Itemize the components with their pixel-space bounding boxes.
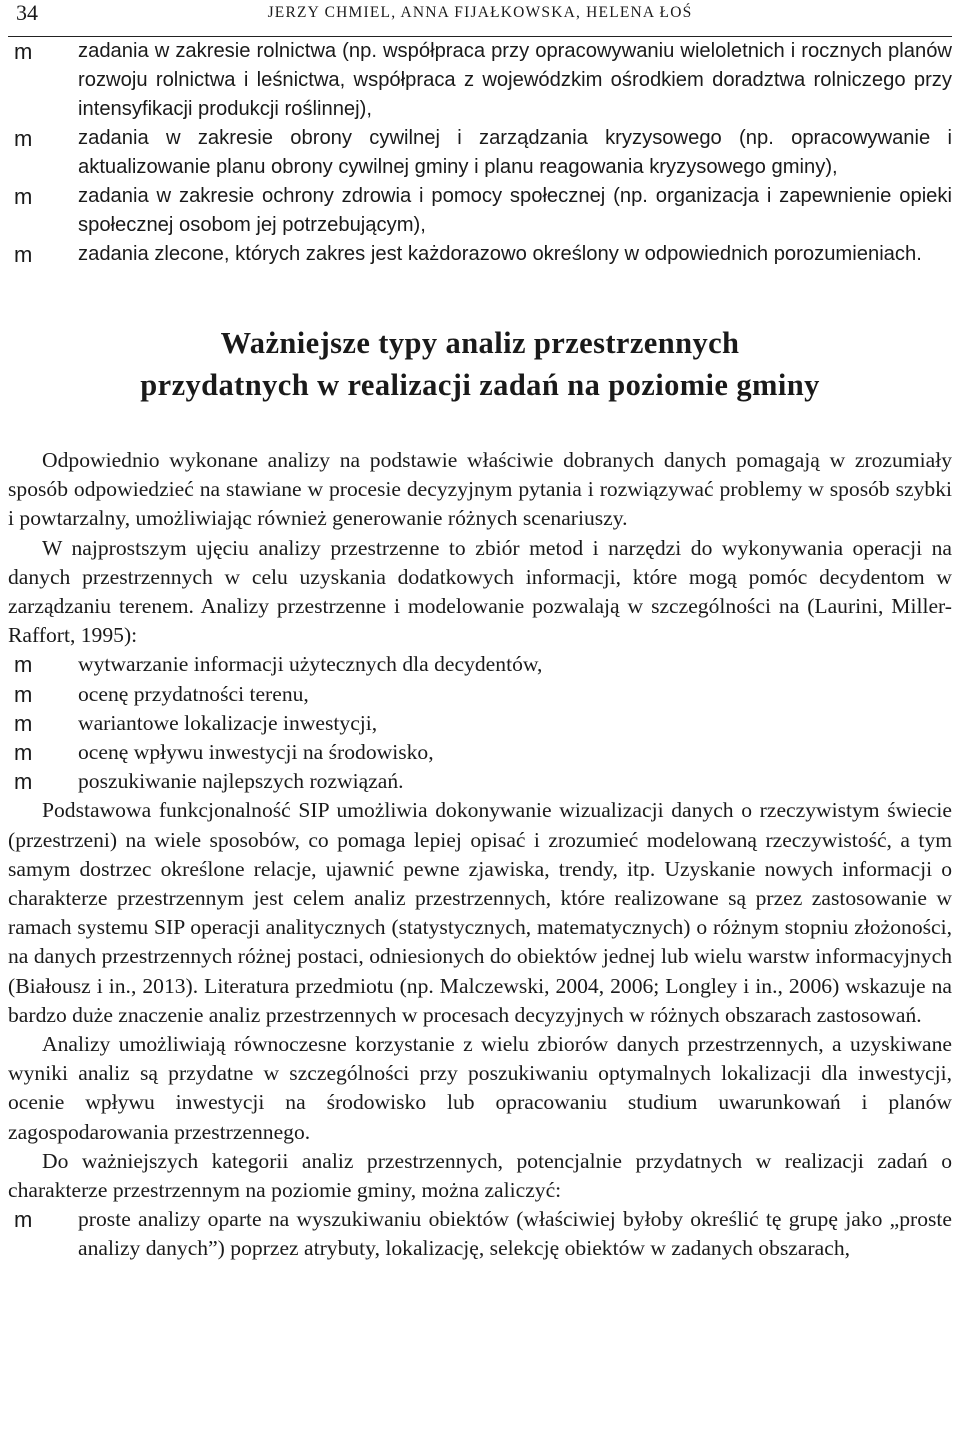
paragraph: Do ważniejszych kategorii analiz przestrzennych, potencjalnie przydatnych w realizacji zadań o charakterze przestrzennym na poziomie gminy, można zaliczyć: xyxy=(8,1148,952,1203)
list-item: m wytwarzanie informacji użytecznych dla decydentów, xyxy=(8,650,952,679)
section-title: Ważniejsze typy analiz przestrzennych przydatnych w realizacji zadań na poziomie gminy xyxy=(140,326,820,402)
bullet-icon: m xyxy=(14,740,33,766)
list-item: m zadania w zakresie obrony cywilnej i zarządzania kryzysowego (np. opracowywanie i aktualizowanie planu obrony cywilnej gminy i planu reagowania kryzysowego gminy), xyxy=(14,126,952,178)
page-header xyxy=(8,0,952,37)
list-item: m wariantowe lokalizacje inwestycji, xyxy=(8,709,952,738)
task-list xyxy=(8,37,952,269)
paragraph: Podstawowa funkcjonalność SIP umożliwia dokonywanie wizualizacji danych o rzeczywistym świecie (przestrzeni) na wiele sposobów, co pomaga lepiej opisać i zrozumieć modelowaną rzeczywistość, a tym samym dostrzec określone relacje, ujawnić pewne zjawiska, trendy, itp. Uzyskanie nowych informacji o charakterze przestrzennym jest celem analiz przestrzennych, które realizowane są przez zastosowanie w ramach systemu SIP operacji analitycznych (statystycznych, matematycznych) o różnym stopniu złożoności, na danych przestrzennych różnej postaci, odniesionych do obiektów jednej lub wielu warstw informacyjnych (Białousz i in., 2013). Literatura przedmiotu (np. Malczewski, 2004, 2006; Longley i in., 2006) wskazuje na bardzo duże znaczenie analiz przestrzennych w procesach decyzyjnych w różnych obszarach zastosowań. xyxy=(8,798,952,1027)
running-head: JERZY CHMIEL, ANNA FIJAŁKOWSKA, HELENA ŁOŚ xyxy=(267,4,693,21)
list-item: m zadania w zakresie rolnictwa (np. współpraca przy opracowywaniu wieloletnich i rocznych planów rozwoju rolnictwa i leśnictwa, współpraca z wojewódzkim ośrodkiem doradztwa rolniczego przy intensyfikacji produkcji roślinnej), xyxy=(14,39,952,120)
paragraph: Analizy umożliwiają równoczesne korzystanie z wielu zbiorów danych przestrzennych, a uzyskiwane wyniki analiz są przydatne w szczególności przy poszukiwaniu optymalnych lokalizacji dla inwestycji, ocenie wpływu inwestycji na środowisko lub opracowaniu studium uwarunkowań i planów zagospodarowania przestrzennego. xyxy=(8,1032,952,1144)
list-item: m zadania zlecone, których zakres jest każdorazowo określony w odpowiednich porozumieniach. xyxy=(14,242,922,267)
paragraph: Odpowiednio wykonane analizy na podstawie właściwie dobranych danych pomagają w zrozumiały sposób odpowiedzieć na stawiane w procesie decyzyjnym pytania i rozwiązywać problemy w sposób szybki i powtarzalny, umożliwiając również generowanie różnych scenariuszy. xyxy=(8,448,952,531)
list-item: m ocenę wpływu inwestycji na środowisko, xyxy=(8,738,952,767)
bullet-icon: m xyxy=(14,1207,33,1233)
bullet-icon: m xyxy=(14,242,33,267)
list-item: m ocenę przydatności terenu, xyxy=(8,680,952,709)
list-item: m proste analizy oparte na wyszukiwaniu obiektów (właściwiej byłoby określić tę grupę jako „proste analizy danych”) poprzez atrybuty, lokalizację, selekcję obiektów w zadanych obszarach, xyxy=(14,1207,952,1261)
list-item: m poszukiwanie najlepszych rozwiązań. xyxy=(8,767,952,796)
section-body xyxy=(8,446,952,1264)
analysis-list xyxy=(8,650,952,796)
bullet-icon: m xyxy=(14,126,33,151)
bullet-icon: m xyxy=(14,184,33,209)
bullet-icon: m xyxy=(14,39,33,64)
page-number: 34 xyxy=(16,0,38,25)
paragraph: W najprostszym ujęciu analizy przestrzenne to zbiór metod i narzędzi do wykonywania operacji na danych przestrzennych w celu uzyskania dodatkowych informacji, które mogą pomóc decydentom w zarządzaniu terenem. Analizy przestrzenne i modelowanie pozwalają w szczególności na (Laurini, Miller-Raffort, 1995): xyxy=(8,535,952,648)
category-list xyxy=(8,1205,952,1263)
bullet-icon: m xyxy=(14,710,33,736)
bullet-icon: m xyxy=(14,769,33,795)
bullet-icon: m xyxy=(14,652,33,678)
list-item: m zadania w zakresie ochrony zdrowia i pomocy społecznej (np. organizacja i zapewnienie opieki społecznej osobom jej potrzebującym), xyxy=(14,184,952,236)
bullet-icon: m xyxy=(14,681,33,707)
